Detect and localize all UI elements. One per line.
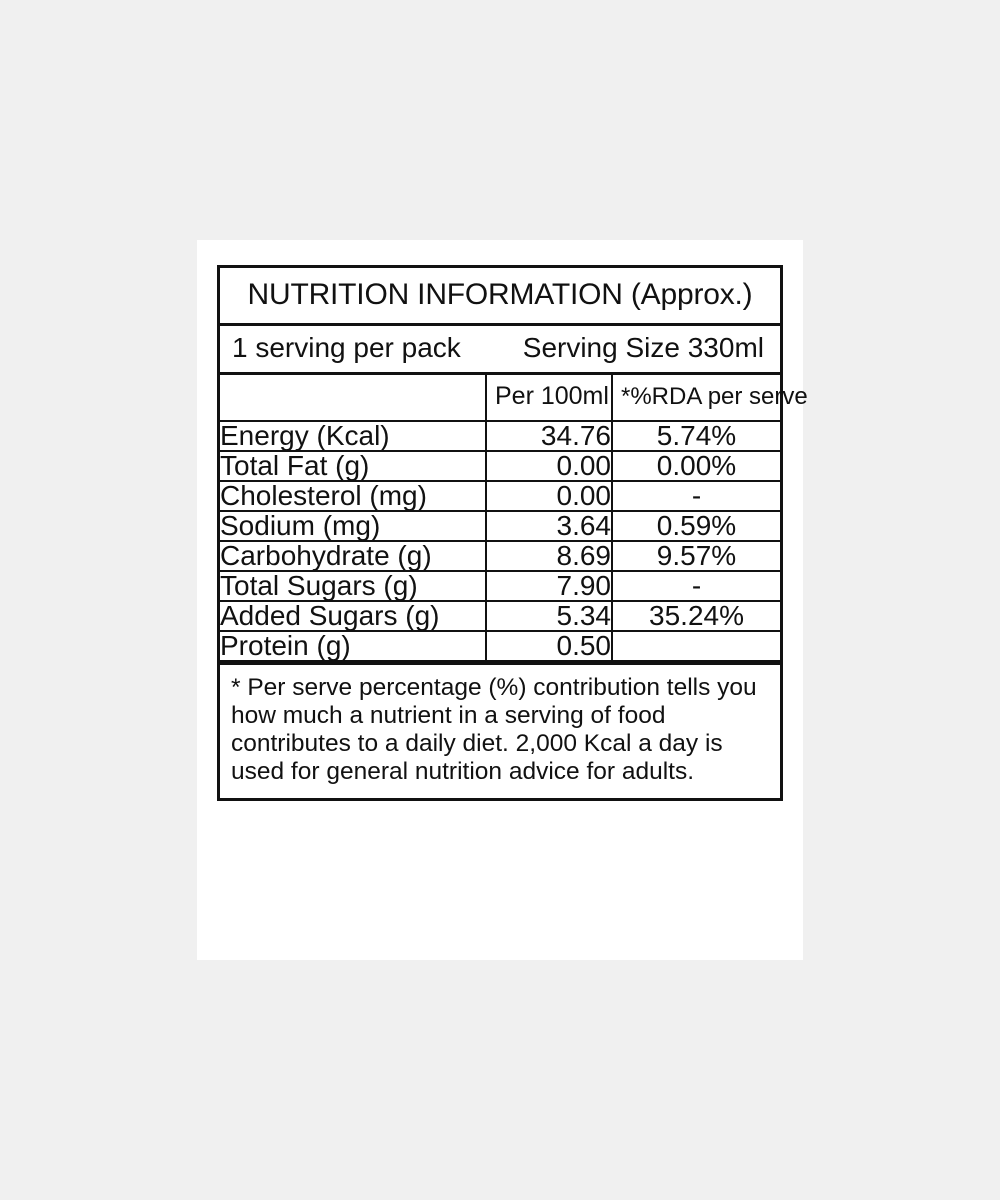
row-nutrient-name: Carbohydrate (g) bbox=[220, 541, 486, 571]
row-rda-per-serve: 9.57% bbox=[612, 541, 780, 571]
row-rda-per-serve: 35.24% bbox=[612, 601, 780, 631]
serving-row bbox=[220, 326, 780, 375]
servings-per-pack: 1 serving per pack bbox=[232, 332, 461, 363]
serving-size: Serving Size 330ml bbox=[522, 332, 764, 363]
panel-title: NUTRITION INFORMATION (Approx.) bbox=[220, 268, 780, 326]
row-nutrient-name: Total Fat (g) bbox=[220, 451, 486, 481]
table-header-row bbox=[220, 375, 780, 421]
row-nutrient-name: Total Sugars (g) bbox=[220, 571, 486, 601]
row-per-100ml: 5.34 bbox=[486, 601, 612, 631]
row-rda-per-serve bbox=[612, 631, 780, 661]
table-row bbox=[220, 541, 780, 571]
column-header-rda-per-serve: *%RDA per serve bbox=[612, 375, 780, 421]
table-row bbox=[220, 511, 780, 541]
table-row bbox=[220, 481, 780, 511]
row-rda-per-serve: - bbox=[612, 481, 780, 511]
row-per-100ml: 3.64 bbox=[486, 511, 612, 541]
table-row bbox=[220, 421, 780, 451]
column-header-per-100ml: Per 100ml bbox=[486, 375, 612, 421]
row-per-100ml: 8.69 bbox=[486, 541, 612, 571]
footnote: * Per serve percentage (%) contribution tells you how much a nutrient in a serving of food contributes to a daily diet. 2,000 Kcal a day is used for general nutrition advice for adults. bbox=[220, 662, 780, 798]
row-rda-per-serve: 0.59% bbox=[612, 511, 780, 541]
row-rda-per-serve: - bbox=[612, 571, 780, 601]
row-per-100ml: 7.90 bbox=[486, 571, 612, 601]
row-nutrient-name: Energy (Kcal) bbox=[220, 421, 486, 451]
table-row bbox=[220, 601, 780, 631]
table-row bbox=[220, 631, 780, 661]
row-nutrient-name: Protein (g) bbox=[220, 631, 486, 661]
table-row bbox=[220, 451, 780, 481]
column-header-nutrient bbox=[220, 375, 486, 421]
row-per-100ml: 0.50 bbox=[486, 631, 612, 661]
row-rda-per-serve: 0.00% bbox=[612, 451, 780, 481]
row-nutrient-name: Sodium (mg) bbox=[220, 511, 486, 541]
row-nutrient-name: Added Sugars (g) bbox=[220, 601, 486, 631]
row-nutrient-name: Cholesterol (mg) bbox=[220, 481, 486, 511]
row-per-100ml: 0.00 bbox=[486, 451, 612, 481]
nutrition-information-panel bbox=[217, 265, 808, 801]
row-rda-per-serve: 5.74% bbox=[612, 421, 780, 451]
nutrition-table bbox=[220, 375, 808, 662]
row-per-100ml: 0.00 bbox=[486, 481, 612, 511]
table-row bbox=[220, 571, 780, 601]
row-per-100ml: 34.76 bbox=[486, 421, 612, 451]
